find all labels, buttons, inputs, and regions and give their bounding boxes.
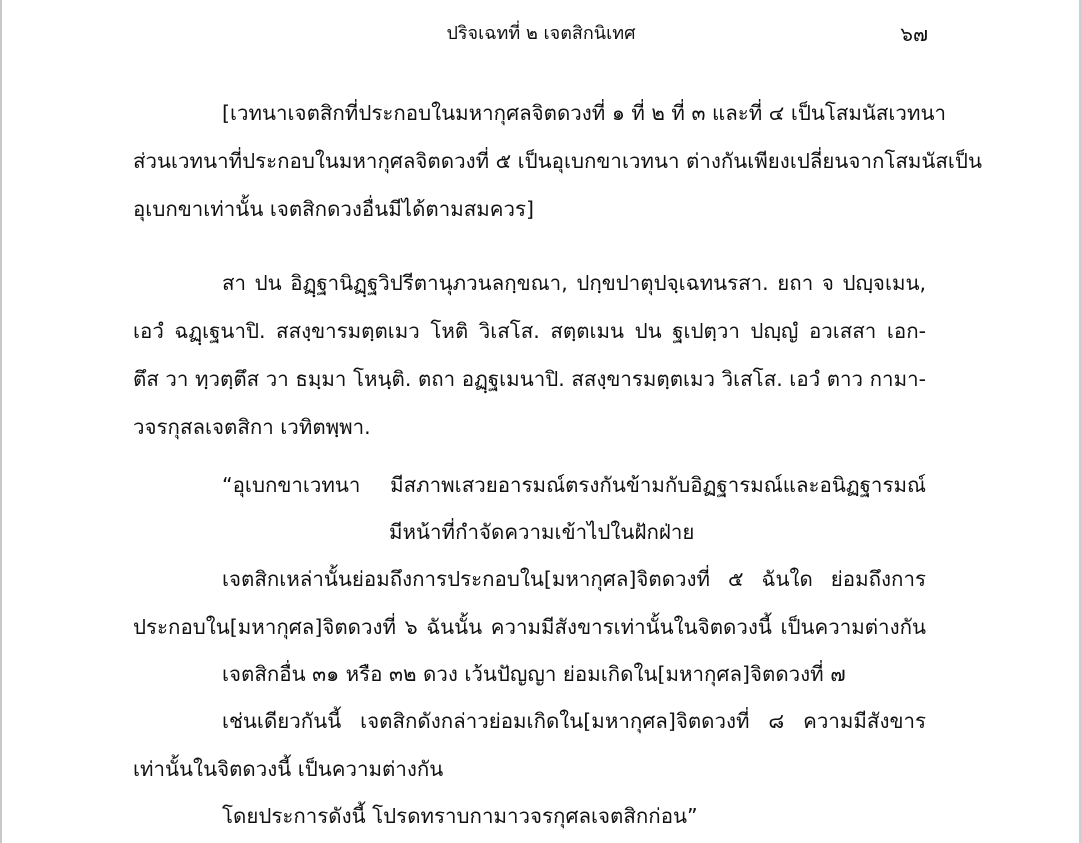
paragraph-4-line-1: เจตสิกอื่น ๓๑ หรือ ๓๒ ดวง เว้นปัญญา ย่อมเกิดใน[มหากุศล]จิตดวงที่ ๗ [222, 662, 846, 686]
paragraph-3-line-1: เจตสิกเหล่านั้นย่อมถึงการประกอบใน[มหากุศล]จิตดวงที่ ๕ ฉันใด ย่อมถึงการ [222, 567, 926, 591]
paragraph-1-line-3: อุเบกขาเท่านั้น เจตสิกดวงอื่นมีได้ตามสมควร] [133, 197, 534, 221]
paragraph-1-line-1: [เวทนาเจตสิกที่ประกอบในมหากุศลจิตดวงที่ ๑ ที่ ๒ ที่ ๓ และที่ ๔ เป็นโสมนัสเวทนา [222, 101, 946, 125]
page-left-edge [0, 0, 2, 843]
paragraph-2-line-3: ตึส วา ทฺวตฺตึส วา ธมฺมา โหนฺติ. ตถา อฏฺฐเมนาปิ. สสงฺขารมตฺตเมว วิเสโส. เอวํ ตาว กามา- [133, 367, 926, 391]
paragraph-1-line-2: ส่วนเวทนาที่ประกอบในมหากุศลจิตดวงที่ ๕ เป็นอุเบกขาเวทนา ต่างกันเพียงเปลี่ยนจากโสมนัสเป็น [133, 149, 982, 173]
paragraph-2-line-1: สา ปน อิฏฺฐานิฏฺฐวิปรีตานุภวนลกฺขณา, ปกฺขปาตุปจฺเฉทนรสา. ยถา จ ปญฺจเมน, [222, 271, 926, 295]
paragraph-5-line-1: เช่นเดียวกันนี้ เจตสิกดังกล่าวย่อมเกิดใน[มหากุศล]จิตดวงที่ ๘ ความมีสังขาร [222, 709, 926, 733]
paragraph-2-line-4: วจรกุสลเจตสิกา เวทิตพฺพา. [133, 415, 371, 439]
quote-line-1: “อุเบกขาเวทนา มีสภาพเสวยอารมณ์ตรงกันข้ามกับอิฏฐารมณ์และอนิฏฐารมณ์ [222, 473, 926, 497]
paragraph-3-line-2: ประกอบใน[มหากุศล]จิตดวงที่ ๖ ฉันนั้น ความมีสังขารเท่านั้นในจิตดวงนี้ เป็นความต่างกัน [133, 615, 926, 639]
paragraph-5-line-2: เท่านั้นในจิตดวงนี้ เป็นความต่างกัน [133, 757, 444, 781]
page-number: ๖๗ [900, 22, 928, 46]
chapter-header: ปริจเฉทที่ ๒ เจตสิกนิเทศ [446, 23, 636, 44]
paragraph-6-line-1: โดยประการดังนี้ โปรดทราบกามาวจรกุศลเจตสิกก่อน” [222, 804, 698, 828]
paragraph-2-line-2: เอวํ ฉฏฺเฐนาปิ. สสงฺขารมตฺตเมว โหติ วิเสโส. สตฺตเมน ปน ฐเปตฺวา ปญฺญํ อวเสสา เอก- [133, 319, 926, 343]
quote-line-2: มีหน้าที่กำจัดความเข้าไปในฝักฝ่าย [389, 520, 695, 544]
